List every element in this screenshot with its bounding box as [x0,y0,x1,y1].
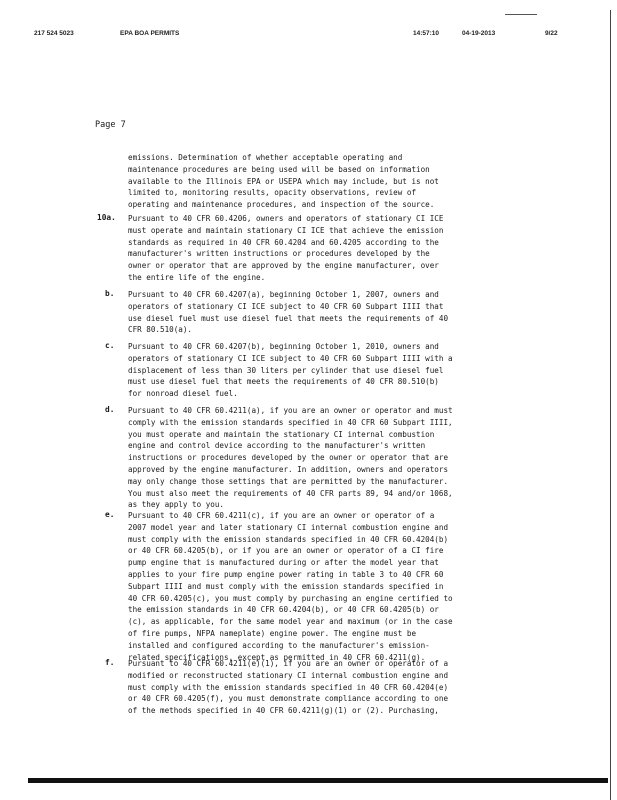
scan-mark-top [505,14,537,15]
text-line: the emission standards in 40 CFR 60.4204(b), or 40 CFR 60.4205(b) or [128,605,439,615]
text-line: of the methods specified in 40 CFR 60.4211(g)(1) or (2). Purchasing, [128,706,439,716]
paragraph-f [128,658,448,717]
text-line: related specifications, except as permitted in 40 CFR 60.4211(g). [128,652,426,662]
text-line: engine and control device according to the manufacturer's written [128,441,426,451]
paragraph-label-10a: 10a. [97,213,116,222]
text-line: may only change those settings that are permitted by the manufacturer. [128,476,449,486]
text-line: (c), as applicable, for the same model year and maximum (or in the case [128,617,453,627]
text-line: standards as required in 40 CFR 60.4204 and 60.4205 according to the [128,237,439,247]
text-line: 2007 model year and later stationary CI internal combustion engine and [128,522,449,532]
text-line: Pursuant to 40 CFR 60.4207(b), beginning October 1, 2010, owners and [128,342,439,351]
text-line: must comply with the emission standards specified in 40 CFR 60.4204(b) [128,534,449,544]
text-line: as they apply to you. [128,500,225,510]
text-line: Pursuant to 40 CFR 60.4211(e)(1), if you are an owner or operator of a [128,659,449,668]
text-line: manufacturer's written instructions or procedures developed by the [128,249,430,259]
paragraph-10a [128,213,443,284]
text-line: approved by the engine manufacturer. In addition, owners and operators [128,464,449,474]
text-line: available to the Illinois EPA or USEPA which may include, but is not [128,176,439,186]
text-line: owner or operator that are approved by the engine manufacturer, over [128,261,439,271]
scan-edge-line [610,10,611,800]
text-line: displacement of less than 30 liters per cylinder that use diesel fuel [128,365,444,375]
fax-page-count: 9/22 [545,30,558,37]
text-line: operators of stationary CI ICE subject to 40 CFR 60 Subpart IIII that [128,301,444,311]
scan-bottom-bar [28,778,608,783]
text-line: must operate and maintain stationary CI ICE that achieve the emission [128,225,444,235]
text-line: CFR 80.510(a). [128,325,193,335]
text-line: You must also meet the requirements of 40 CFR parts 89, 94 and/or 1068, [128,488,453,498]
text-line: Pursuant to 40 CFR 60.4211(a), if you are an owner or operator and must [128,406,453,415]
paragraph-d [128,405,453,511]
paragraph-b [128,289,448,336]
text-line: the entire life of the engine. [128,272,266,282]
text-line: you must operate and maintain the stationary CI internal combustion [128,429,435,439]
text-line: maintenance procedures are being used will be based on information [128,164,430,174]
paragraph-label-b: b. [105,289,115,298]
paragraph-label-c: c. [105,341,115,350]
text-line: applies to your fire pump engine power rating in table 3 to 40 CFR 60 [128,569,444,579]
fax-date: 04-19-2013 [462,30,496,37]
text-line: 40 CFR 60.4205(c), you must comply by purchasing an engine certified to [128,593,453,603]
text-line: must use diesel fuel that meets the requirements of 40 CFR 80.510(b) [128,377,439,387]
text-line: instructions or procedures developed by the owner or operator that are [128,453,449,463]
fax-time: 14:57:10 [413,30,440,37]
text-line: Pursuant to 40 CFR 60.4207(a), beginning October 1, 2007, owners and [128,290,439,299]
text-line: for nonroad diesel fuel. [128,389,238,399]
text-line: installed and configured according to the manufacturer's emission- [128,640,430,650]
text-line: or 40 CFR 60.4205(b), or if you are an owner or operator of a CI fire [128,546,444,556]
paragraph-c [128,341,453,400]
fax-sender: EPA BOA PERMITS [120,30,180,37]
text-line: must comply with the emission standards specified in 40 CFR 60.4204(e) [128,682,449,692]
paragraph-e [128,510,453,663]
text-line: Subpart IIII and must comply with the emission standards specified in [128,581,444,591]
text-line: modified or reconstructed stationary CI internal combustion engine and [128,670,449,680]
text-line: comply with the emission standards specified in 40 CFR 60 Subpart IIII, [128,417,453,427]
text-line: emissions. Determination of whether acceptable operating and [128,153,403,162]
fax-header [0,30,617,44]
text-line: use diesel fuel must use diesel fuel that meets the requirements of 40 [128,313,449,323]
paragraph-continuation [128,152,439,211]
text-line: or 40 CFR 60.4205(f), you must demonstrate compliance according to one [128,694,449,704]
paragraph-label-d: d. [105,405,115,414]
fax-phone: 217 524 5023 [34,30,74,37]
text-line: operating and maintenance procedures, and inspection of the source. [128,200,435,210]
text-line: of fire pumps, NFPA nameplate) engine power. The engine must be [128,628,417,638]
page-number: Page 7 [95,120,126,130]
text-line: Pursuant to 40 CFR 60.4206, owners and operators of stationary CI ICE [128,214,444,223]
paragraph-label-f: f. [105,658,115,667]
text-line: operators of stationary CI ICE subject to 40 CFR 60 Subpart IIII with a [128,353,453,363]
text-line: limited to, monitoring results, opacity observations, review of [128,188,417,198]
text-line: pump engine that is manufactured during or after the model year that [128,558,439,568]
text-line: Pursuant to 40 CFR 60.4211(c), if you are an owner or operator of a [128,511,435,520]
paragraph-label-e: e. [105,510,115,519]
